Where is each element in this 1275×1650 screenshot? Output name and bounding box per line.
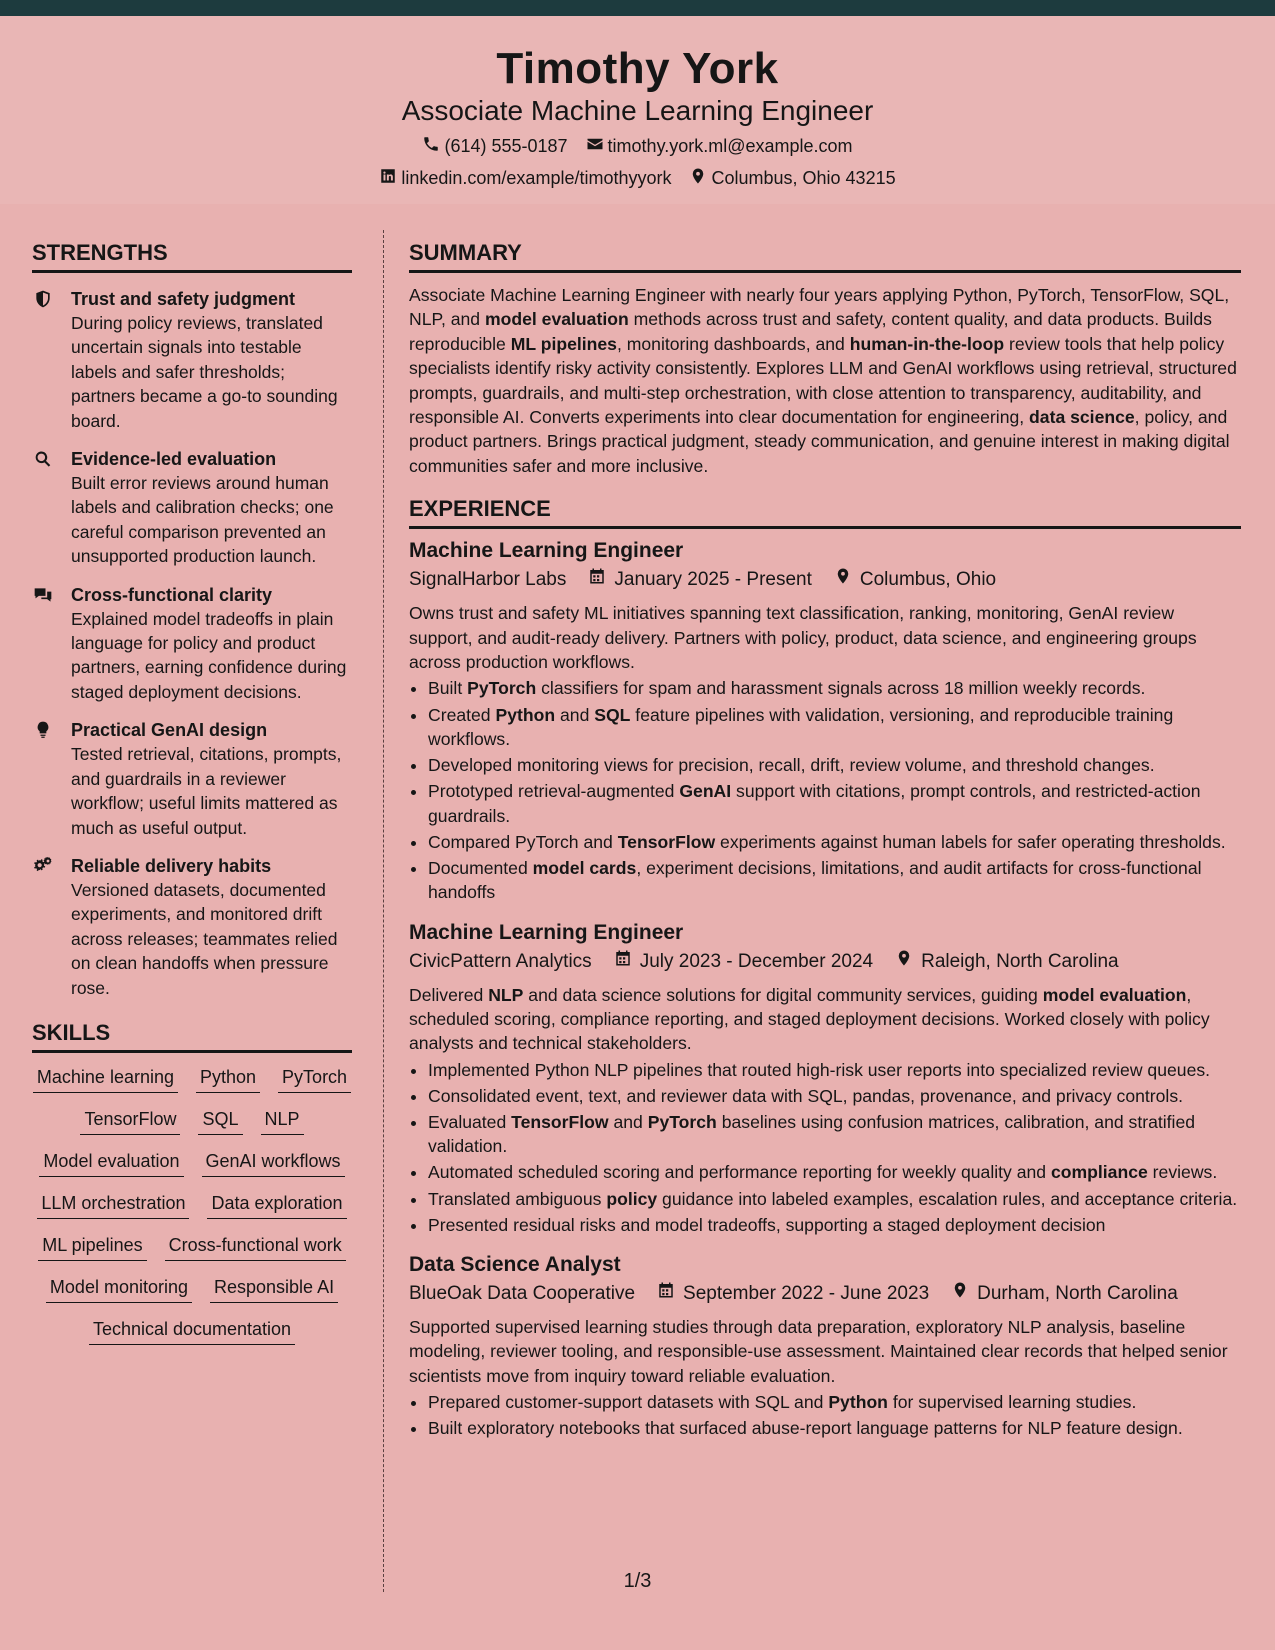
job-bullet: • Documented model cards, experiment decisions, limitations, and audit artifacts for cross-functional handoffs <box>428 856 1241 905</box>
map-pin-icon <box>689 167 707 190</box>
job-location: Columbus, Ohio <box>859 569 997 591</box>
contact-row-secondary <box>0 167 1275 190</box>
phone-icon <box>422 135 440 158</box>
skill-tag[interactable]: Python <box>196 1065 260 1093</box>
job-bullet: • Compared PyTorch and TensorFlow experiments against human labels for safer operating thresholds. <box>428 830 1241 854</box>
skill-tag[interactable]: NLP <box>261 1107 304 1135</box>
skill-tag[interactable]: Model evaluation <box>39 1149 183 1177</box>
skill-tag[interactable]: LLM orchestration <box>37 1191 189 1219</box>
strengths-list <box>32 287 352 1000</box>
column-divider <box>383 230 384 1592</box>
skill-tag[interactable]: ML pipelines <box>38 1233 146 1261</box>
skill-tag[interactable]: Data exploration <box>207 1191 346 1219</box>
job-title: Machine Learning Engineer <box>409 920 684 944</box>
phone-number: (614) 555-0187 <box>444 136 568 156</box>
experience-heading: EXPERIENCE <box>409 496 1241 529</box>
skill-tag[interactable]: TensorFlow <box>80 1107 180 1135</box>
skill-tag[interactable]: Model monitoring <box>46 1275 192 1303</box>
job-location: Raleigh, North Carolina <box>921 950 1119 972</box>
strength-title: Evidence-led evaluation <box>71 449 277 470</box>
candidate-title: Associate Machine Learning Engineer <box>401 95 874 126</box>
emphasis-text: PyTorch <box>647 1111 717 1132</box>
skill-tag[interactable]: Machine learning <box>33 1065 178 1093</box>
job-description: Delivered NLP and data science solutions for digital community services, guiding model evaluation, scheduled scoring, compliance reporting, and staged deployment decisions. Worked closely with policy analysts and technical stakeholders. <box>409 984 1210 1054</box>
job-bullet: • Built exploratory notebooks that surfaced abuse-report language patterns for NLP feature design. <box>428 1416 1241 1440</box>
emphasis-text: model evaluation <box>484 309 629 330</box>
emphasis-text: NLP <box>488 984 524 1005</box>
job-meta <box>409 565 1241 595</box>
job-bullet: • Consolidated event, text, and reviewer data with SQL, pandas, provenance, and privacy controls. <box>428 1084 1241 1108</box>
emphasis-text: GenAI <box>679 781 732 802</box>
strengths-heading: STRENGTHS <box>32 240 352 273</box>
resume-header <box>0 16 1275 204</box>
strength-description: Tested retrieval, citations, prompts, and guardrails in a reviewer workflow; useful limits mattered as much as useful output. <box>71 744 342 838</box>
job-title: Data Science Analyst <box>409 1253 621 1277</box>
location-contact <box>689 167 895 190</box>
job-bullet: • Prototyped retrieval-augmented GenAI support with citations, prompt controls, and restricted-action guardrails. <box>428 779 1241 828</box>
page-number: 1/3 <box>623 1570 652 1592</box>
emphasis-text: data science <box>1029 407 1135 428</box>
map-pin-icon <box>895 947 913 977</box>
strength-item <box>32 583 352 705</box>
job-title: Machine Learning Engineer <box>409 539 684 563</box>
skills-heading: SKILLS <box>32 1020 352 1053</box>
job-dates: July 2023 - December 2024 <box>639 950 874 972</box>
right-column <box>409 240 1241 1442</box>
search-icon <box>33 449 53 469</box>
strength-title: Cross-functional clarity <box>71 584 273 605</box>
strength-description: Built error reviews around human labels and calibration checks; one careful comparison prevented an unsupported production launch. <box>71 473 334 567</box>
job-bullets <box>409 1058 1241 1237</box>
calendar-icon <box>657 1279 675 1309</box>
strength-description: Versioned datasets, documented experiments, and monitored drift across releases; teammates relied on clean handoffs when pressure rose. <box>71 879 338 998</box>
strength-title: Trust and safety judgment <box>71 289 296 309</box>
contact-row-primary <box>0 135 1275 158</box>
candidate-name: Timothy York <box>496 44 779 93</box>
summary-text: Associate Machine Learning Engineer with nearly four years applying Python, PyTorch, TensorFlow, SQL, NLP, and model evaluation methods across trust and safety, content quality, and data products. Builds reproducible ML pipelines, monitoring dashboards, and human-in-the-loop review tools that help policy specialists identify risky activity consistently. Explores LLM and GenAI workflows using retrieval, structured prompts, guardrails, and multi-step orchestration, with close attention to transparency, auditability, and responsible AI. Converts experiments into clear documentation for engineering, data science, policy, and product partners. Brings practical judgment, steady communication, and genuine interest in making digital communities safer and more inclusive. <box>409 285 1237 476</box>
job-dates: January 2025 - Present <box>614 569 812 591</box>
emphasis-text: human-in-the-loop <box>849 333 1005 354</box>
emphasis-text: policy <box>606 1188 658 1209</box>
company-name: CivicPattern Analytics <box>409 950 592 972</box>
job-bullet: • Created Python and SQL feature pipelines with validation, versioning, and reproducible training workflows. <box>428 703 1241 752</box>
strength-title: Reliable delivery habits <box>71 855 272 876</box>
job-meta <box>409 1279 1241 1309</box>
shield-icon <box>33 289 53 309</box>
job-description: Owns trust and safety ML initiatives spanning text classification, ranking, monitoring, GenAI review support, and audit-ready delivery. Partners with policy, product, data science, and engineering groups across production workflows. <box>409 603 1197 673</box>
emphasis-text: model cards <box>532 857 637 878</box>
skills-list <box>32 1065 352 1345</box>
strength-item <box>32 854 352 1000</box>
job-location: Durham, North Carolina <box>977 1283 1178 1305</box>
emphasis-text: TensorFlow <box>617 831 716 852</box>
calendar-icon <box>588 565 606 595</box>
job-bullet: • Implemented Python NLP pipelines that routed high-risk user reports into specialized review queues. <box>428 1058 1241 1082</box>
strength-item <box>32 447 352 569</box>
job-bullets <box>409 676 1241 904</box>
skill-tag[interactable]: Responsible AI <box>210 1275 338 1303</box>
location-text: Columbus, Ohio 43215 <box>711 168 896 188</box>
summary-heading: SUMMARY <box>409 240 1241 273</box>
company-name: SignalHarbor Labs <box>409 569 567 591</box>
company-name: BlueOak Data Cooperative <box>409 1283 636 1305</box>
job-entry <box>409 1251 1241 1441</box>
job-bullet: • Translated ambiguous policy guidance into labeled examples, escalation rules, and acceptance criteria. <box>428 1187 1241 1211</box>
lightbulb-icon <box>33 720 53 740</box>
emphasis-text: Python <box>495 704 556 725</box>
job-meta <box>409 947 1241 977</box>
linkedin-contact[interactable] <box>379 167 671 190</box>
strength-description: During policy reviews, translated uncertain signals into testable labels and safer thresholds; partners became a go-to sounding board. <box>71 313 338 431</box>
job-bullet: • Presented residual risks and model tradeoffs, supporting a staged deployment decision <box>428 1213 1241 1237</box>
job-bullet: • Evaluated TensorFlow and PyTorch baselines using confusion matrices, calibration, and stratified validation. <box>428 1110 1241 1159</box>
email-address[interactable]: timothy.york.ml@example.com <box>607 136 853 156</box>
job-bullet: • Built PyTorch classifiers for spam and harassment signals across 18 million weekly records. <box>428 676 1241 700</box>
emphasis-text: compliance <box>1050 1162 1148 1183</box>
linkedin-url[interactable]: linkedin.com/example/timothyyork <box>401 168 672 188</box>
emphasis-text: model evaluation <box>1042 984 1187 1005</box>
emphasis-text: PyTorch <box>467 678 537 699</box>
phone-contact <box>422 135 567 158</box>
linkedin-icon <box>379 167 397 190</box>
skill-tag[interactable]: PyTorch <box>278 1065 351 1093</box>
job-bullet: • Automated scheduled scoring and performance reporting for weekly quality and compliance reviews. <box>428 1160 1241 1184</box>
emphasis-text: TensorFlow <box>511 1111 609 1132</box>
top-accent-bar <box>0 0 1275 16</box>
strength-item <box>32 287 352 433</box>
email-contact[interactable] <box>586 135 853 158</box>
strength-title: Practical GenAI design <box>71 720 268 741</box>
calendar-icon <box>614 947 632 977</box>
envelope-icon <box>586 135 604 158</box>
job-bullets <box>409 1390 1241 1441</box>
job-description: Supported supervised learning studies through data preparation, exploratory NLP analysis, baseline modeling, reviewer tooling, and responsible-use assessment. Maintained clear records that helped senior scientists move from inquiry toward reliable evaluation. <box>409 1317 1228 1386</box>
experience-list <box>409 537 1241 1441</box>
job-entry <box>409 537 1241 904</box>
job-entry <box>409 919 1241 1238</box>
job-bullet: • Prepared customer-support datasets with SQL and Python for supervised learning studies. <box>428 1390 1241 1414</box>
gears-icon <box>33 856 53 876</box>
strength-item <box>32 718 352 840</box>
skill-tag[interactable]: Cross-functional work <box>165 1233 346 1261</box>
emphasis-text: ML pipelines <box>510 333 617 354</box>
skill-tag[interactable]: SQL <box>198 1107 242 1135</box>
job-bullet: • Developed monitoring views for precision, recall, drift, review volume, and threshold changes. <box>428 753 1241 777</box>
emphasis-text: Python <box>828 1392 888 1413</box>
map-pin-icon <box>834 565 852 595</box>
chat-icon <box>33 585 53 605</box>
job-dates: September 2022 - June 2023 <box>683 1283 930 1305</box>
map-pin-icon <box>951 1279 969 1309</box>
left-column <box>32 240 352 1345</box>
skill-tag[interactable]: GenAI workflows <box>202 1149 345 1177</box>
strength-description: Explained model tradeoffs in plain language for policy and product partners, earning confidence during staged deployment decisions. <box>71 608 347 702</box>
emphasis-text: SQL <box>594 704 631 725</box>
skill-tag[interactable]: Technical documentation <box>89 1317 295 1345</box>
